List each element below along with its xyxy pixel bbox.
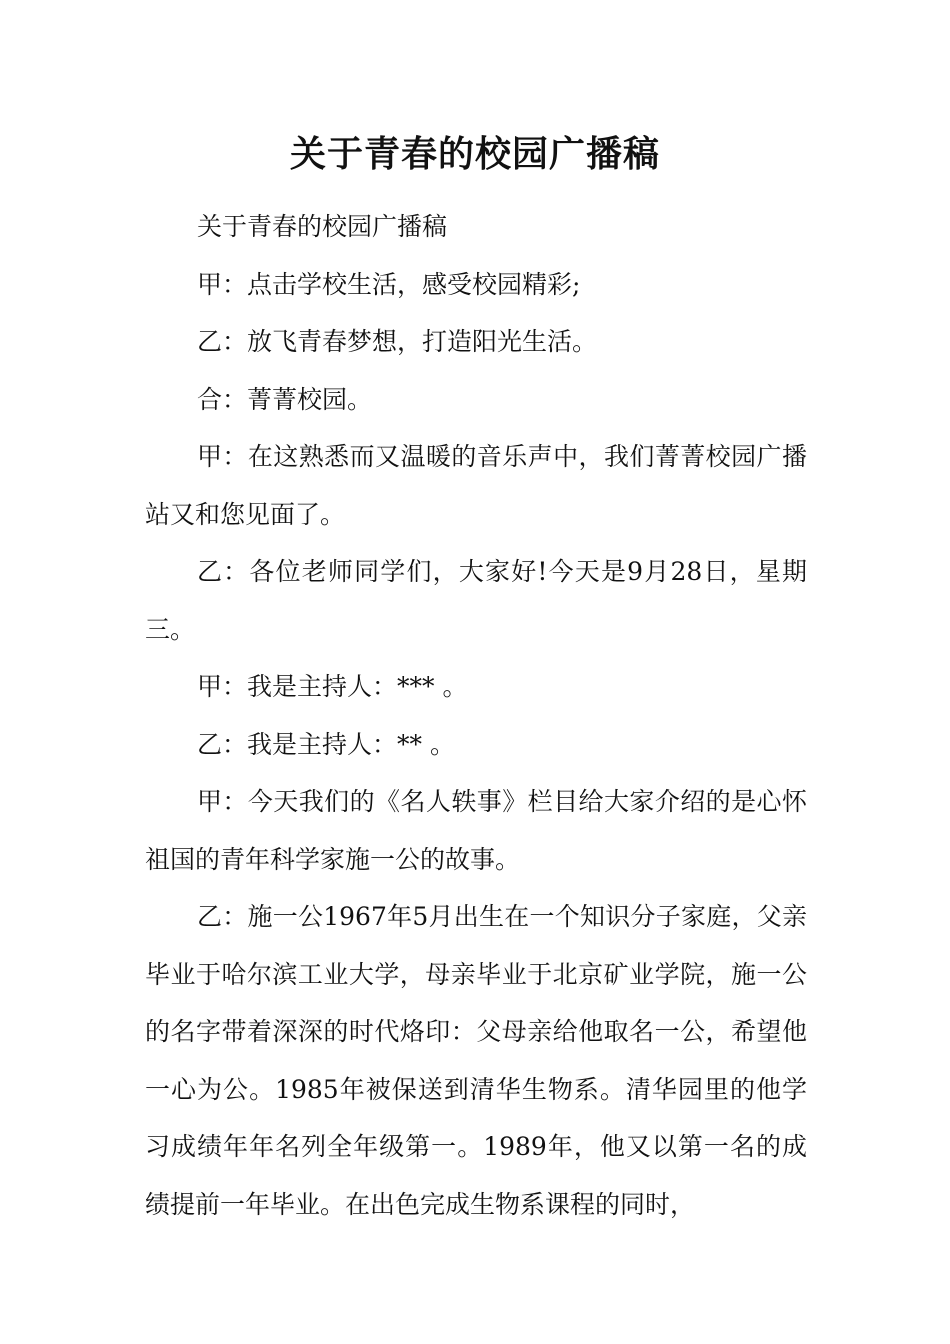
paragraph: 甲：我是主持人：*** 。 [197, 672, 468, 701]
paragraph: 合：菁菁校园。 [197, 384, 373, 414]
document-title: 关于青春的校园广播稿 [289, 133, 660, 175]
document-body [145, 198, 807, 1233]
paragraph: 甲：在这熟悉而又温暖的音乐声中，我们菁菁校园广播站又和您见面了。 [145, 442, 807, 529]
paragraph: 甲：今天我们的《名人轶事》栏目给大家介绍的是心怀祖国的青年科学家施一公的故事。 [145, 787, 807, 874]
paragraph: 乙：放飞青春梦想，打造阳光生活。 [197, 327, 598, 356]
paragraph: 乙：我是主持人：** 。 [197, 729, 455, 759]
paragraph: 乙：各位老师同学们，大家好!今天是9月28日，星期三。 [145, 557, 807, 644]
paragraph: 甲：点击学校生活，感受校园精彩; [197, 269, 581, 299]
paragraph: 关于青春的校园广播稿 [197, 212, 448, 241]
paragraph: 乙：施一公1967年5月出生在一个知识分子家庭，父亲毕业于哈尔滨工业大学，母亲毕业于北京矿业学院，施一公的名字带着深深的时代烙印：父母亲给他取名一公，希望他一心为公。1985年被保送到清华生物系。清华园里的他学习成绩年年名列全年级第一。1989年，他又以第一名的成绩提前一年毕业。在出色完成生物系课程的同时， [145, 902, 807, 1219]
